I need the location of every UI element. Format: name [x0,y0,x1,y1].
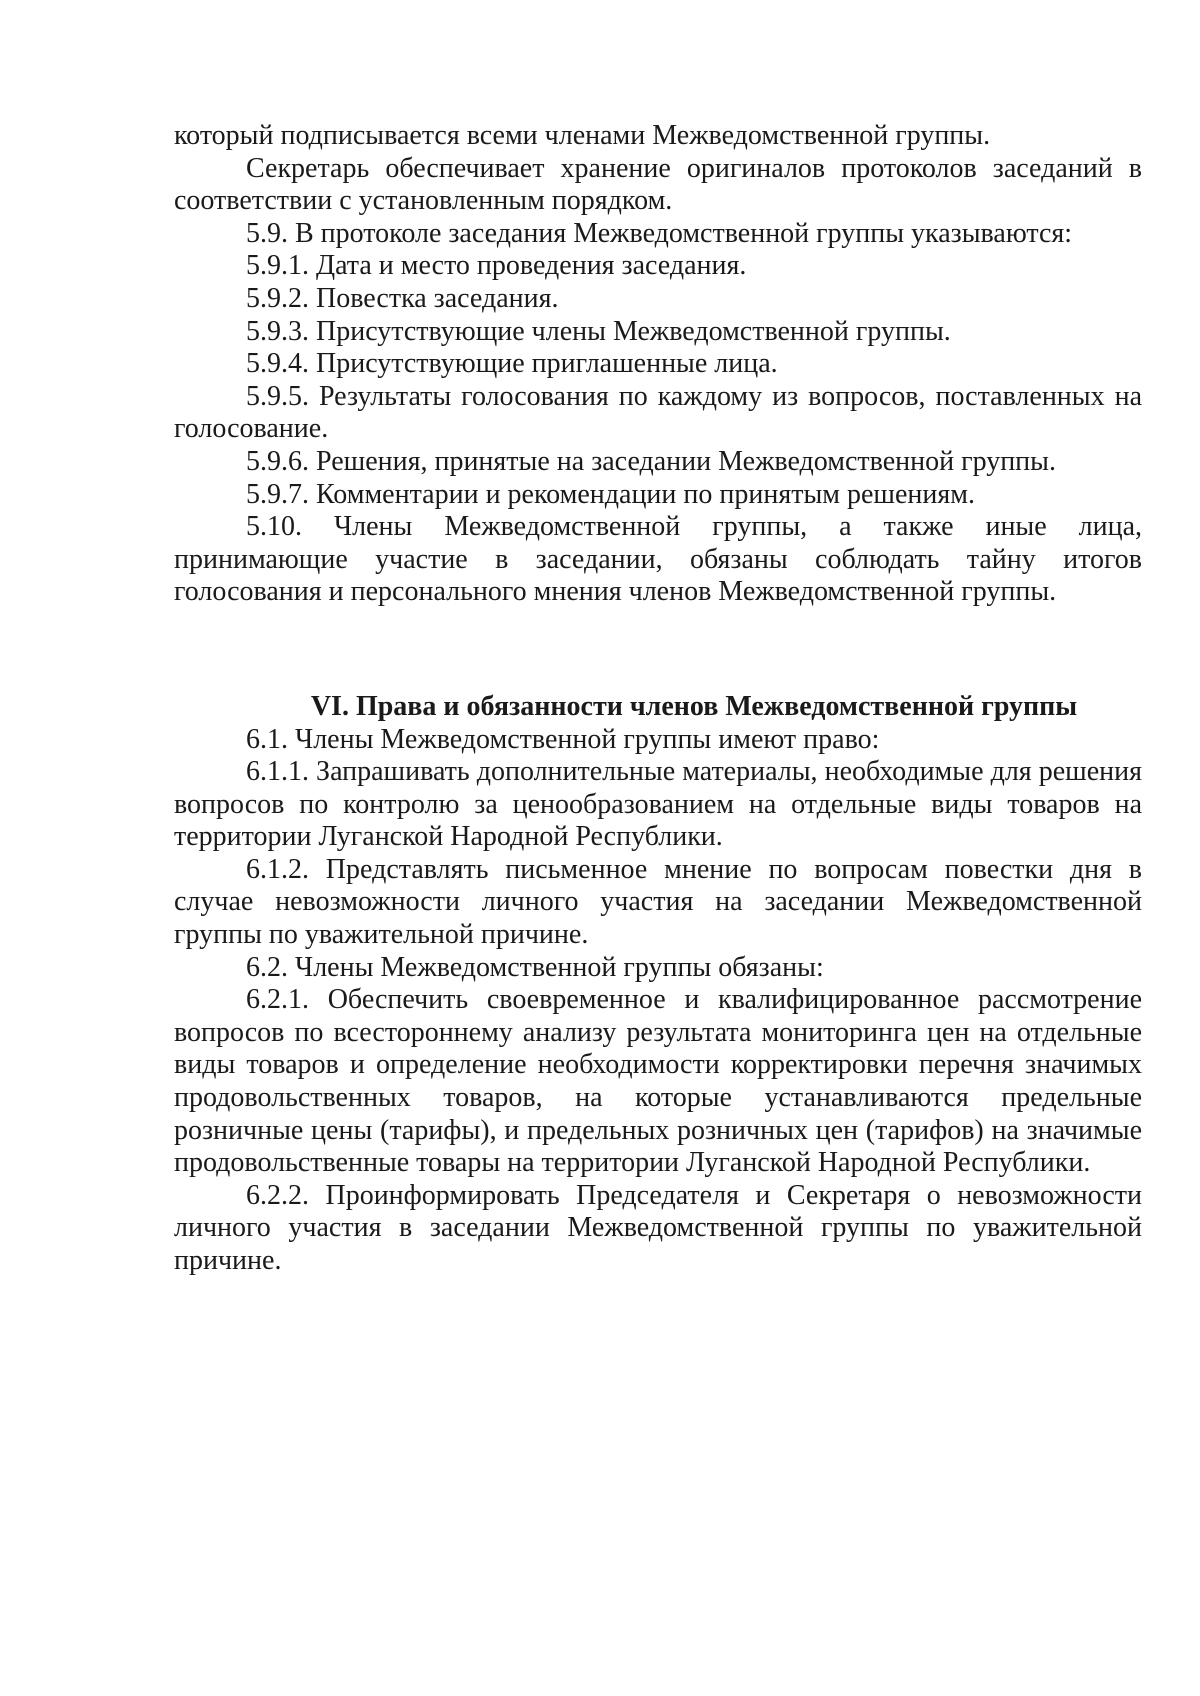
paragraph-6-2-2: 6.2.2. Проинформировать Председателя и Секретаря о невозможности личного участия в заседании Межведомственной группы по уважительной причине. [174,1179,1142,1276]
paragraph-5-9-5: 5.9.5. Результаты голосования по каждому из вопросов, поставленных на голосование. [174,380,1142,445]
paragraph-6-1-1: 6.1.1. Запрашивать дополнительные материалы, необходимые для решения вопросов по контролю за ценообразованием на отдельные виды товаров на территории Луганской Народной Республики. [174,756,1142,853]
paragraph-5-9: 5.9. В протоколе заседания Межведомственной группы указываются: [246,217,1073,249]
paragraph-5-10: 5.10. Члены Межведомственной группы, а также иные лица, принимающие участие в заседании, обязаны соблюдать тайну итогов голосования и персонального мнения членов Межведомственной группы. [174,511,1142,608]
paragraph-5-9-2: 5.9.2. Повестка заседания. [246,282,559,314]
paragraph-6-2: 6.2. Члены Межведомственной группы обязаны: [246,951,824,983]
section-spacer [174,609,1142,691]
paragraph-5-9-7: 5.9.7. Комментарии и рекомендации по принятым решениям. [246,478,975,510]
paragraph-5-9-1: 5.9.1. Дата и место проведения заседания. [246,250,747,282]
paragraph-5-9-3: 5.9.3. Присутствующие члены Межведомственной группы. [246,315,951,347]
paragraph-5-9-4: 5.9.4. Присутствующие приглашенные лица. [246,348,778,380]
section-6-heading: VI. Права и обязанности членов Межведомственной группы [310,690,1078,722]
paragraph-5-8-end: который подписывается всеми членами Межведомственной группы. [174,120,991,151]
paragraph-secretary-storage: Секретарь обеспечивает хранение оригиналов протоколов заседаний в соответствии с установленным порядком. [174,152,1142,217]
paragraph-5-9-6: 5.9.6. Решения, принятые на заседании Межведомственной группы. [246,445,1056,477]
paragraph-6-1-2: 6.1.2. Представлять письменное мнение по вопросам повестки дня в случае невозможности личного участия на заседании Межведомственной группы по уважительной причине. [174,853,1142,951]
paragraph-6-2-1: 6.2.1. Обеспечить своевременное и квалифицированное рассмотрение вопросов по всестороннему анализу результата мониторинга цен на отдельные виды товаров и определение необходимости корректировки перечня значимых продовольственных товаров, на которые устанавливаются предельные розничные цены (тарифы), и предельных розничных цен (тарифов) на значимые продовольственные товары на территории Луганской Народной Республики. [174,984,1142,1179]
document-page [174,120,1142,1278]
paragraph-6-1: 6.1. Члены Межведомственной группы имеют право: [246,723,880,755]
